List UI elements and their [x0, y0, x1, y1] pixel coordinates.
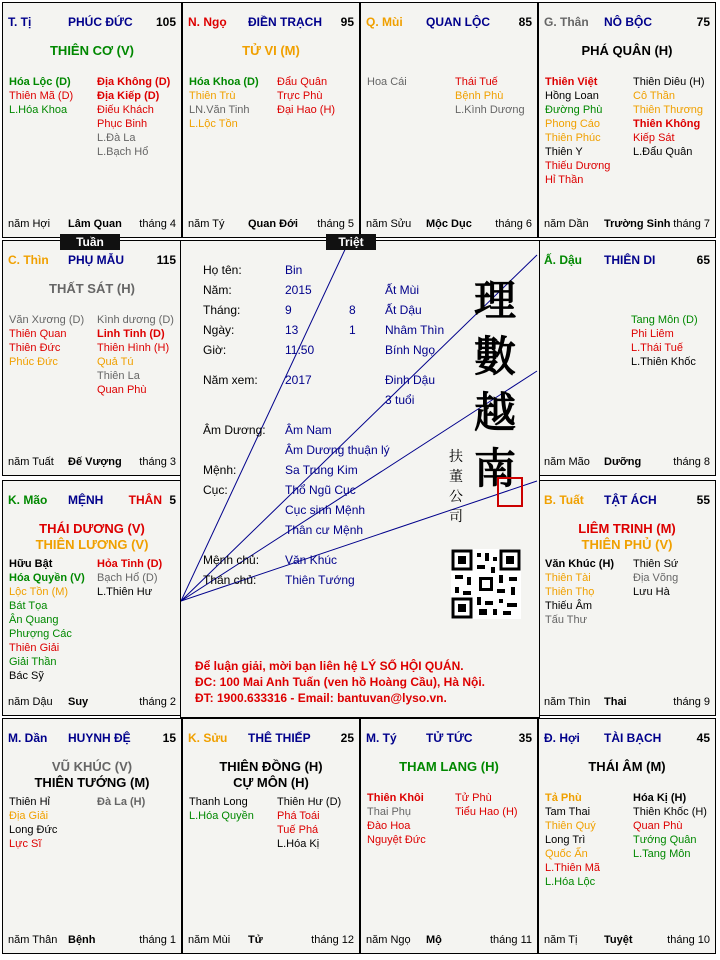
palace-year: năm Thân: [8, 934, 58, 946]
minor-star: Tướng Quân: [633, 834, 697, 846]
star-column-left: [9, 795, 99, 851]
minor-star: Thiếu Dương: [545, 160, 611, 172]
main-star: THẤT SÁT (H): [49, 281, 135, 296]
minor-star: Thiên Y: [545, 146, 583, 158]
palace-header: [8, 731, 176, 745]
minor-star: Thiên Đức: [9, 342, 61, 354]
minor-star: Thái Tuế: [455, 76, 498, 88]
main-star: THIÊN TƯỚNG (M): [34, 775, 150, 790]
palace-header: [544, 493, 710, 507]
minor-star: Thanh Long: [189, 796, 248, 808]
palace-stage: Suy: [68, 696, 89, 708]
palace-name: TỬ TỨC: [426, 731, 473, 745]
small-char: 董: [449, 469, 463, 485]
day-value: 13: [285, 323, 299, 337]
center-info-panel: [180, 240, 540, 718]
minor-star: L.Thiên Mã: [545, 862, 601, 874]
palace-year: năm Dần: [544, 218, 589, 230]
minor-star: Cô Thần: [633, 90, 675, 102]
day-label: Ngày:: [203, 323, 235, 337]
star-column-left: [189, 75, 279, 131]
palace-footer: [188, 218, 354, 232]
minor-star: L.Hóa Lộc: [545, 876, 596, 888]
minor-star: Bát Tọa: [9, 600, 48, 612]
palace-month: tháng 2: [139, 696, 176, 708]
palace-header: [8, 15, 176, 29]
minor-star: Long Đức: [9, 824, 58, 836]
small-char: 扶: [449, 449, 463, 465]
star-column-right: [97, 557, 182, 599]
palace-stage: Tuyệt: [604, 934, 633, 946]
thanchu-label: Thân chủ:: [203, 573, 257, 587]
palace-footer: [544, 934, 710, 948]
palace-age: 5: [169, 493, 176, 507]
view-year-canchi: Đinh Dậu: [385, 373, 436, 387]
minor-star: Thiên Hỉ: [9, 796, 50, 808]
month-lunar: 8: [349, 303, 356, 317]
palace-name: MỆNH: [68, 493, 104, 507]
palace-stage: Bệnh: [68, 934, 96, 946]
minor-star: Tử Phù: [455, 792, 492, 804]
minor-star: Văn Khúc (H): [545, 558, 615, 570]
minor-star: Bệnh Phù: [455, 90, 504, 102]
palace-month: tháng 8: [673, 456, 710, 468]
palace-name: QUAN LỘC: [426, 15, 490, 29]
palace-age: 105: [155, 15, 176, 29]
palace-month: tháng 3: [139, 456, 176, 468]
minor-star: Kình dương (D): [97, 314, 174, 326]
small-char: 公: [449, 489, 463, 505]
minor-star: Đường Phù: [545, 104, 603, 116]
palace-header: [544, 731, 710, 745]
minor-star: Thiên Mã (D): [9, 90, 74, 102]
palace-name: NÔ BỘC: [604, 15, 652, 29]
palace-stage: Dưỡng: [604, 456, 642, 468]
minor-star: Văn Xương (D): [9, 314, 85, 326]
star-column-left: [545, 791, 635, 889]
menhchu-label: Mệnh chủ:: [203, 553, 260, 567]
minor-star: Địa Giải: [9, 810, 49, 822]
day-lunar: 1: [349, 323, 356, 337]
minor-star: Địa Võng: [633, 572, 679, 584]
palace-cell-ngo[interactable]: [182, 2, 360, 238]
minor-star: Thiên Hình (H): [97, 342, 170, 354]
menh-label: Mệnh:: [203, 463, 237, 477]
minor-star: Phá Toái: [277, 810, 320, 822]
main-star: THIÊN ĐỒNG (H): [219, 759, 323, 774]
tuan-tag: Tuần: [60, 234, 120, 250]
palace-header: [544, 253, 710, 267]
palace-branch: T. Tị: [8, 15, 32, 29]
palace-cell-dan[interactable]: [2, 718, 182, 954]
minor-star: Quan Phù: [97, 384, 147, 396]
star-column-right: [633, 791, 716, 861]
minor-star: Thiên Sứ: [633, 558, 679, 570]
minor-star: L.Đẩu Quân: [633, 146, 693, 158]
main-star: CỰ MÔN (H): [233, 775, 309, 790]
minor-star: Thiên Quan: [9, 328, 67, 340]
main-star: THÁI DƯƠNG (V): [39, 521, 145, 536]
thanchu-value: Thiên Tướng: [285, 573, 355, 587]
palace-cell-ty[interactable]: [360, 718, 538, 954]
minor-star: L.Thiên Hư: [97, 586, 153, 598]
qr-code[interactable]: [451, 549, 521, 619]
minor-star: Ân Quang: [9, 614, 59, 626]
minor-star: Thiên Tài: [545, 572, 591, 584]
view-year-value: 2017: [285, 373, 312, 387]
palace-month: tháng 1: [139, 934, 176, 946]
palace-name: TẬT ÁCH: [604, 493, 657, 507]
minor-star: Hoa Cái: [367, 76, 407, 88]
palace-header: [366, 731, 532, 745]
palace-stage: Mộc Dục: [426, 218, 472, 230]
month-value: 9: [285, 303, 292, 317]
palace-age: 65: [696, 253, 710, 267]
palace-stage: Mộ: [426, 934, 442, 946]
calligraphy-char: 南: [473, 444, 516, 493]
star-column-right: [97, 313, 182, 397]
palace-month: tháng 11: [489, 934, 532, 946]
palace-branch: B. Tuất: [544, 493, 584, 507]
palace-age: 75: [696, 15, 710, 29]
palace-cell-mui[interactable]: [360, 2, 538, 238]
palace-age: 25: [340, 731, 354, 745]
palace-month: tháng 7: [673, 218, 710, 230]
main-star: THÁI ÂM (M): [588, 759, 666, 774]
minor-star: Giải Thần: [9, 656, 57, 668]
palace-age: 15: [162, 731, 176, 745]
minor-star: Địa Kiếp (D): [97, 90, 160, 102]
palace-footer: [8, 218, 176, 232]
minor-star: Thiên Không: [633, 118, 701, 130]
view-year-label: Năm xem:: [203, 373, 258, 387]
minor-star: Phong Cáo: [545, 118, 601, 130]
star-column-left: [367, 791, 457, 847]
main-star: THIÊN PHỦ (V): [581, 537, 673, 552]
palace-month: tháng 10: [667, 934, 710, 946]
minor-star: Quả Tú: [97, 356, 134, 368]
minor-star: Đào Hoa: [367, 820, 411, 832]
star-column-right: [455, 791, 538, 819]
minor-star: Thiên Giải: [9, 642, 60, 654]
star-column-left: [367, 75, 457, 89]
minor-star: Hữu Bật: [9, 558, 53, 570]
minor-star: Phi Liêm: [631, 328, 674, 340]
palace-name: THIÊN DI: [604, 253, 656, 267]
palace-stage: Trường Sinh: [604, 218, 671, 230]
minor-star: Long Trì: [545, 834, 586, 846]
palace-header: [188, 15, 354, 29]
name-label: Họ tên:: [203, 263, 242, 277]
contact-address: ĐC: 100 Mai Anh Tuấn (ven hồ Hoàng Cầu), Hà Nội.: [195, 675, 486, 689]
minor-star: Trực Phù: [277, 90, 323, 102]
star-column-right: [277, 795, 360, 851]
palace-year: năm Hợi: [8, 218, 51, 230]
seal-stamp: [497, 477, 523, 507]
palace-age: 55: [696, 493, 710, 507]
minor-star: Phượng Các: [9, 628, 72, 640]
minor-star: Hóa Lộc (D): [9, 76, 71, 88]
minor-star: Nguyệt Đức: [367, 834, 426, 846]
palace-name: PHỤ MẪU: [68, 253, 124, 267]
minor-star: Quan Phù: [633, 820, 683, 832]
cuc-value: Thổ Ngũ Cục: [285, 483, 356, 497]
minor-star: L.Kình Dương: [455, 104, 525, 116]
hour-label: Giờ:: [203, 343, 227, 357]
palace-year: năm Thìn: [544, 696, 591, 708]
minor-star: L.Hóa Khoa: [9, 104, 68, 116]
main-star: LIÊM TRINH (M): [578, 521, 676, 536]
minor-star: Hóa Kị (H): [633, 792, 687, 804]
minor-star: Đẩu Quân: [277, 76, 328, 88]
palace-header: [188, 731, 354, 745]
star-column-left: [9, 313, 99, 369]
calligraphy-char: 越: [473, 388, 516, 437]
minor-star: Lưu Hà: [633, 586, 670, 598]
palace-age: 115: [156, 253, 176, 267]
palace-stage: Thai: [604, 696, 627, 708]
palace-age: 35: [518, 731, 532, 745]
palace-name: ĐIỀN TRẠCH: [248, 15, 322, 29]
palace-month: tháng 12: [311, 934, 354, 946]
minor-star: Thiên Khôi: [367, 792, 424, 804]
cuc-label: Cục:: [203, 483, 228, 497]
minor-star: Thiên Phúc: [545, 132, 601, 144]
minor-star: Lực Sĩ: [9, 838, 42, 850]
minor-star: Hồng Loan: [545, 90, 599, 102]
palace-age: 85: [518, 15, 532, 29]
contact-phone-email[interactable]: ĐT: 1900.633316 - Email: bantuvan@lyso.vn.: [195, 691, 447, 705]
minor-star: Bạch Hổ (D): [97, 572, 158, 584]
minor-star: L.Hóa Quyền: [189, 810, 254, 822]
star-column-left: [545, 75, 635, 187]
small-char: 司: [449, 509, 463, 525]
palace-footer: [544, 218, 710, 232]
palace-month: tháng 9: [673, 696, 710, 708]
minor-star: Đà La (H): [97, 796, 146, 808]
minor-star: Linh Tinh (D): [97, 328, 165, 340]
palace-branch: M. Tý: [366, 731, 397, 745]
calligraphy-logo: [465, 273, 525, 497]
triet-tag: Triệt: [326, 234, 376, 250]
minor-star: L.Thái Tuế: [631, 342, 683, 354]
menh-value: Sa Trung Kim: [285, 463, 358, 477]
minor-star: Thiên Khốc (H): [633, 806, 707, 818]
palace-age: 95: [340, 15, 354, 29]
amduong-value2: Âm Dương thuận lý: [285, 443, 390, 457]
minor-star: L.Hóa Kị: [277, 838, 320, 850]
palace-month: tháng 5: [317, 218, 354, 230]
palace-year: năm Ngọ: [366, 934, 411, 946]
minor-star: Thiên Thọ: [545, 586, 595, 598]
palace-cell-suu[interactable]: [182, 718, 360, 954]
minor-star: Điếu Khách: [97, 104, 154, 116]
main-star: VŨ KHÚC (V): [51, 759, 133, 774]
palace-stage: Lâm Quan: [68, 218, 122, 230]
star-column-left: [189, 795, 279, 823]
name-value: Bin: [285, 263, 303, 277]
minor-star: Thiên Diêu (H): [633, 76, 705, 88]
palace-branch: Đ. Hợi: [544, 731, 580, 745]
amduong-value: Âm Nam: [285, 423, 332, 437]
minor-star: Tang Môn (D): [631, 314, 698, 326]
palace-branch: Q. Mùi: [366, 15, 403, 29]
palace-branch: C. Thìn: [8, 253, 49, 267]
palace-footer: [8, 456, 176, 470]
star-column-right: [97, 795, 182, 809]
palace-cell-dau[interactable]: [538, 240, 716, 476]
star-column-right: [277, 75, 360, 117]
minor-star: Lộc Tồn (M): [9, 586, 69, 598]
minor-star: Hóa Quyền (V): [9, 572, 85, 584]
star-column-left: [9, 75, 99, 117]
minor-star: Tiểu Hao (H): [455, 806, 518, 818]
minor-star: Kiếp Sát: [633, 132, 675, 144]
minor-star: Thiên Hư (D): [277, 796, 342, 808]
palace-year: năm Dậu: [8, 696, 53, 708]
star-column-right: [631, 313, 716, 369]
palace-name: HUYNH ĐỆ: [68, 731, 131, 745]
palace-cell-thin[interactable]: [2, 240, 182, 476]
minor-star: L.Lộc Tồn: [189, 118, 238, 130]
palace-branch: N. Ngọ: [188, 15, 227, 29]
star-column-right: [633, 557, 716, 599]
palace-branch: Ấ. Dậu: [544, 253, 583, 267]
palace-footer: [188, 934, 354, 948]
minor-star: Thiếu Âm: [545, 600, 593, 612]
main-star: THAM LANG (H): [399, 759, 499, 774]
minor-star: Thiên Trù: [189, 90, 236, 102]
cuc-value3: Thân cư Mệnh: [285, 523, 364, 537]
palace-branch: K. Sửu: [188, 731, 228, 745]
amduong-label: Âm Dương:: [203, 423, 266, 437]
minor-star: LN.Văn Tinh: [189, 104, 250, 116]
minor-star: L.Bạch Hổ: [97, 146, 149, 158]
palace-age: 45: [696, 731, 710, 745]
palace-stage: Quan Đới: [248, 218, 298, 230]
main-star: TỬ VI (M): [242, 43, 300, 58]
minor-star: Phục Binh: [97, 118, 148, 130]
palace-year: năm Tị: [544, 934, 578, 946]
minor-star: L.Thiên Khốc: [631, 356, 696, 368]
month-canchi: Ất Dậu: [385, 303, 422, 317]
calligraphy-char: 理: [473, 276, 516, 325]
than-marker: THÂN: [128, 493, 162, 507]
minor-star: Bác Sỹ: [9, 670, 44, 682]
palace-branch: M. Dần: [8, 731, 48, 745]
minor-star: Địa Không (D): [97, 76, 171, 88]
palace-header: [544, 15, 710, 29]
main-star: PHÁ QUÂN (H): [581, 43, 673, 58]
palace-stage: Đế Vượng: [68, 456, 122, 468]
main-star: THIÊN CƠ (V): [49, 43, 135, 58]
minor-star: Hóa Khoa (D): [189, 76, 259, 88]
minor-star: L.Đà La: [97, 132, 136, 144]
month-label: Tháng:: [203, 303, 241, 317]
minor-star: Thiên Việt: [545, 76, 598, 88]
palace-footer: [366, 934, 532, 948]
palace-cell-ti[interactable]: [2, 2, 182, 238]
palace-year: năm Tuất: [8, 456, 54, 468]
minor-star: Phúc Đức: [9, 356, 58, 368]
minor-star: Thai Phụ: [367, 806, 412, 818]
cuc-value2: Cục sinh Mệnh: [285, 503, 366, 517]
calligraphy-small: [447, 447, 465, 527]
palace-year: năm Tý: [188, 218, 225, 230]
contact-note-1: Để luận giải, mời bạn liên hệ LÝ SỐ HỘI QUÁN.: [195, 659, 464, 673]
palace-header: [366, 15, 532, 29]
hour-canchi: Bính Ngọ: [385, 343, 436, 357]
palace-cell-than[interactable]: [538, 2, 716, 238]
minor-star: Hỉ Thần: [545, 174, 584, 186]
palace-year: năm Mùi: [188, 934, 231, 946]
minor-star: Thiên Quý: [545, 820, 596, 832]
palace-header: [8, 253, 176, 267]
palace-header: [8, 493, 176, 507]
menhchu-value: Văn Khúc: [285, 553, 338, 567]
palace-month: tháng 6: [495, 218, 532, 230]
minor-star: Quốc Ấn: [545, 848, 588, 860]
minor-star: Thiên Thương: [633, 104, 704, 116]
main-star: THIÊN LƯƠNG (V): [35, 537, 149, 552]
minor-star: Thiên La: [97, 370, 140, 382]
minor-star: Tam Thai: [545, 806, 591, 818]
minor-star: Tấu Thư: [545, 614, 588, 626]
palace-stage: Tử: [248, 934, 263, 946]
hour-value: 11:50: [285, 343, 315, 357]
palace-footer: [366, 218, 532, 232]
minor-star: Hỏa Tinh (D): [97, 558, 163, 570]
palace-branch: K. Mão: [8, 493, 48, 507]
palace-name: THÊ THIẾP: [248, 731, 311, 745]
view-age: 3 tuổi: [385, 393, 415, 407]
star-column-left: [9, 557, 99, 683]
year-canchi: Ất Mùi: [385, 283, 420, 297]
palace-name: PHÚC ĐỨC: [68, 15, 133, 29]
palace-cell-hoi[interactable]: [538, 718, 716, 954]
palace-footer: [544, 456, 710, 470]
minor-star: Tuế Phá: [277, 824, 319, 836]
calligraphy-char: 數: [473, 332, 516, 381]
minor-star: Tả Phù: [545, 792, 582, 804]
star-column-right: [633, 75, 716, 159]
palace-footer: [544, 696, 710, 710]
year-label: Năm:: [203, 283, 232, 297]
year-value: 2015: [285, 283, 312, 297]
star-column-right: [97, 75, 182, 159]
palace-year: năm Sửu: [366, 218, 412, 230]
day-canchi: Nhâm Thìn: [385, 323, 445, 337]
palace-footer: [8, 934, 176, 948]
palace-footer: [8, 696, 176, 710]
star-column-left: [545, 557, 635, 627]
minor-star: Đại Hao (H): [277, 104, 336, 116]
minor-star: L.Tang Môn: [633, 848, 691, 860]
palace-branch: G. Thân: [544, 15, 589, 29]
palace-name: TÀI BẠCH: [604, 731, 662, 745]
palace-month: tháng 4: [139, 218, 176, 230]
palace-cell-tuat[interactable]: [538, 480, 716, 716]
palace-cell-mao[interactable]: [2, 480, 182, 716]
star-column-right: [455, 75, 538, 117]
palace-year: năm Mão: [544, 456, 590, 468]
